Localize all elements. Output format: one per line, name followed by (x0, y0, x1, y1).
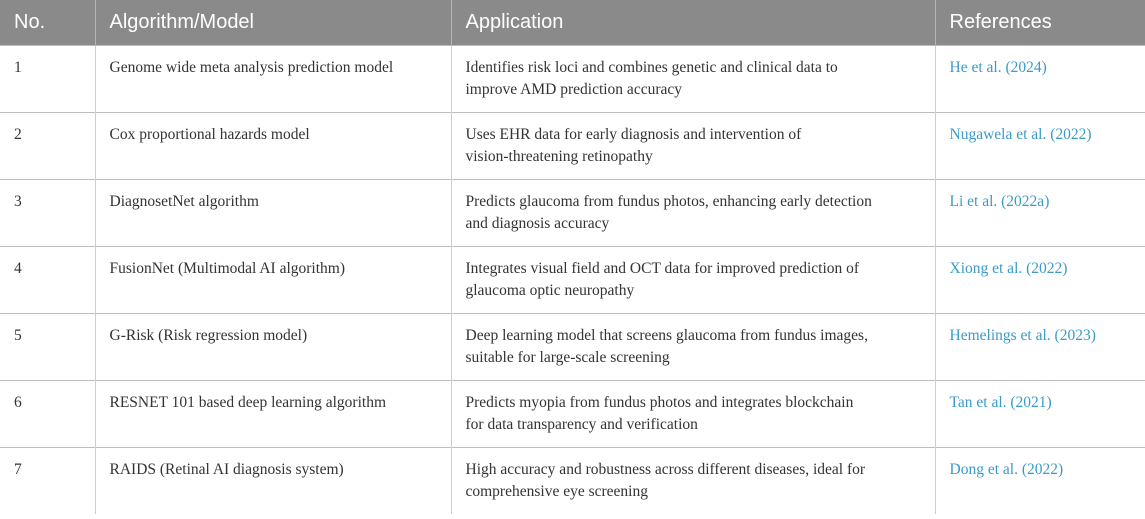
header-references: References (949, 10, 1052, 33)
cell-application (451, 447, 935, 514)
table-row (0, 380, 1145, 447)
header-application: Application (451, 0, 935, 45)
cell-reference (935, 112, 1145, 179)
cell-no: 3 (0, 179, 95, 246)
table-row (0, 246, 1145, 313)
reference-link[interactable]: Xiong et al. (2022) (949, 259, 1068, 277)
application-line: and diagnosis accuracy (465, 214, 610, 232)
application-line: Predicts myopia from fundus photos and integrates blockchain (465, 393, 854, 411)
cell-application (451, 313, 935, 380)
application-line: Uses EHR data for early diagnosis and intervention of (465, 125, 802, 143)
application-line: glaucoma optic neuropathy (465, 281, 635, 299)
cell-no: 6 (0, 380, 95, 447)
application-line: Deep learning model that screens glaucoma from fundus images, (465, 326, 868, 344)
cell-model: Genome wide meta analysis prediction model (95, 45, 451, 112)
application-line: Predicts glaucoma from fundus photos, enhancing early detection (465, 192, 872, 210)
application-line: comprehensive eye screening (465, 482, 648, 500)
cell-no: 4 (0, 246, 95, 313)
table-row (0, 179, 1145, 246)
cell-no: 1 (0, 45, 95, 112)
table-header (0, 0, 1145, 45)
cell-model: RAIDS (Retinal AI diagnosis system) (95, 447, 451, 514)
cell-application (451, 380, 935, 447)
header-algorithm-model: Algorithm/Model (95, 0, 451, 45)
table-row (0, 45, 1145, 112)
reference-link[interactable]: Tan et al. (2021) (949, 393, 1052, 411)
reference-link[interactable]: Nugawela et al. (2022) (949, 125, 1092, 143)
application-line: Integrates visual field and OCT data for improved prediction of (465, 259, 860, 277)
application-line: Identifies risk loci and combines genetic and clinical data to (465, 58, 838, 76)
cell-no: 7 (0, 447, 95, 514)
application-line: suitable for large-scale screening (465, 348, 670, 366)
cell-reference (935, 380, 1145, 447)
application-line: for data transparency and verification (465, 415, 698, 433)
table-row (0, 112, 1145, 179)
table-row (0, 313, 1145, 380)
cell-no: 5 (0, 313, 95, 380)
cell-model: FusionNet (Multimodal AI algorithm) (95, 246, 451, 313)
application-line: vision-threatening retinopathy (465, 147, 653, 165)
header-no: No. (0, 0, 95, 45)
cell-reference (935, 45, 1145, 112)
reference-link[interactable]: He et al. (2024) (949, 58, 1047, 76)
cell-application (451, 45, 935, 112)
cell-reference (935, 179, 1145, 246)
cell-reference (935, 246, 1145, 313)
cell-model: RESNET 101 based deep learning algorithm (95, 380, 451, 447)
application-line: High accuracy and robustness across different diseases, ideal for (465, 460, 866, 478)
reference-link[interactable]: Dong et al. (2022) (949, 460, 1064, 478)
cell-application (451, 179, 935, 246)
cell-reference (935, 447, 1145, 514)
cell-no: 2 (0, 112, 95, 179)
reference-link[interactable]: Li et al. (2022a) (949, 192, 1050, 210)
cell-model: DiagnosetNet algorithm (95, 179, 451, 246)
cell-application (451, 246, 935, 313)
table-body (0, 45, 1145, 514)
application-line: improve AMD prediction accuracy (465, 80, 682, 98)
cell-reference (935, 313, 1145, 380)
header-row (0, 0, 1145, 45)
cell-model: G-Risk (Risk regression model) (95, 313, 451, 380)
reference-link[interactable]: Hemelings et al. (2023) (949, 326, 1096, 344)
table-row (0, 447, 1145, 514)
cell-application (451, 112, 935, 179)
cell-model: Cox proportional hazards model (95, 112, 451, 179)
